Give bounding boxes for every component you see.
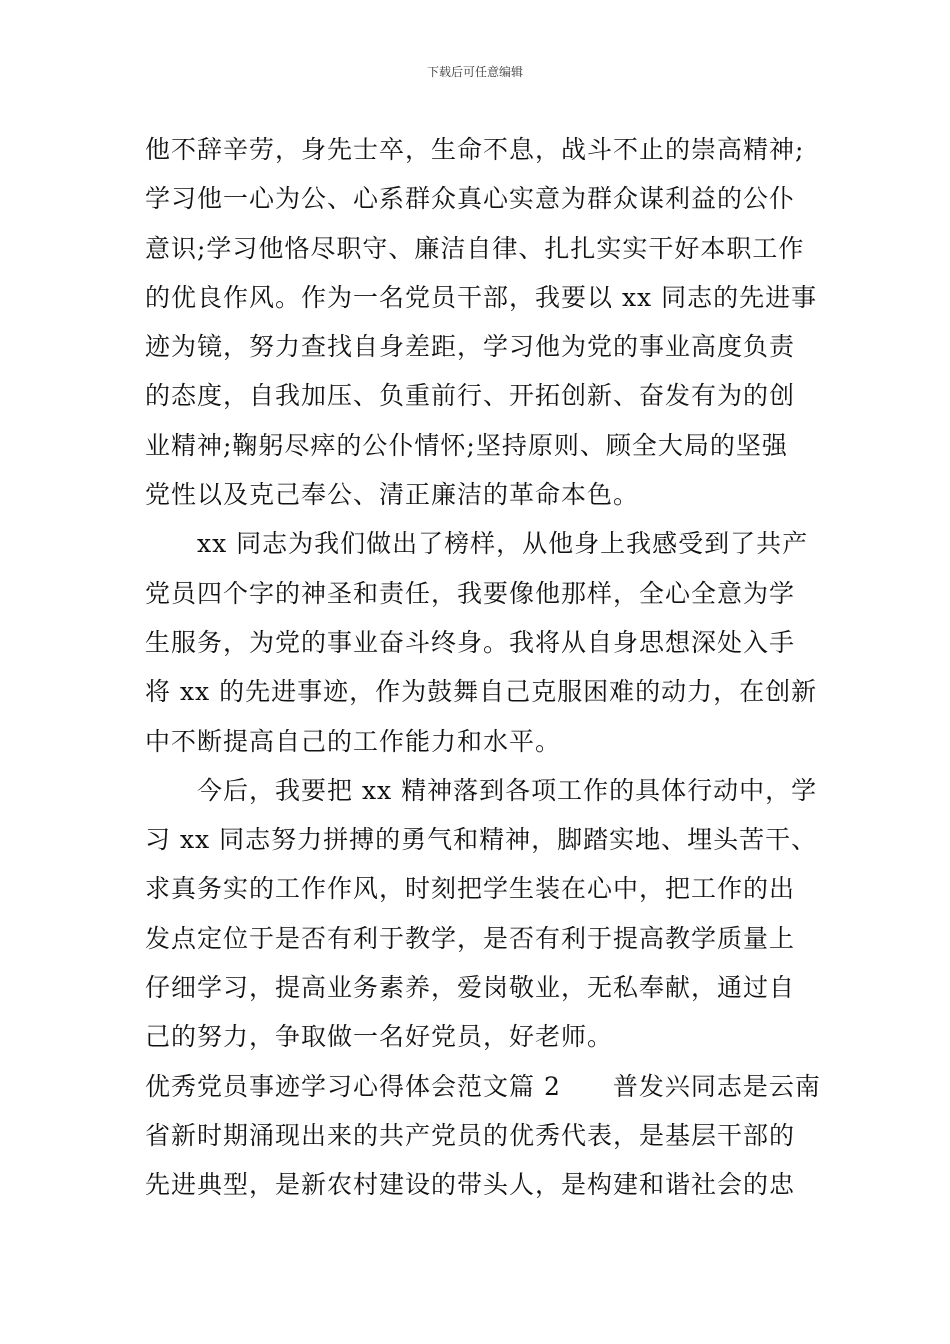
text-line: 他不辞辛劳，身先士卒，生命不息，战斗不止的崇高精神; bbox=[145, 135, 805, 164]
text-line: 发点定位于是否有利于教学，是否有利于提高教学质量上 bbox=[145, 923, 796, 953]
text-line: 中不断提高自己的工作能力和水平。 bbox=[145, 726, 562, 756]
text-line: 党性以及克己奉公、清正廉洁的革命本色。 bbox=[145, 480, 640, 510]
text-line: 己的努力，争取做一名好党员，好老师。 bbox=[145, 1022, 614, 1052]
text-line: 业精神;鞠躬尽瘁的公仆情怀;坚持原则、顾全大局的坚强 bbox=[145, 430, 788, 460]
paragraph-start-line: 今后，我要把 xx 精神落到各项工作的具体行动中，学 bbox=[197, 775, 818, 805]
text-line: 将 xx 的先进事迹，作为鼓舞自己克服困难的动力，在创新 bbox=[145, 677, 818, 707]
page-header: 下载后可任意编辑 bbox=[426, 65, 523, 79]
section-title-line: 优秀党员事迹学习心得体会范文篇 2 普发兴同志是云南 bbox=[145, 1071, 821, 1101]
text-line: 意识;学习他恪尽职守、廉洁自律、扎扎实实干好本职工作 bbox=[145, 233, 805, 263]
text-line: 习 xx 同志努力拼搏的勇气和精神，脚踏实地、埋头苦干、 bbox=[145, 825, 818, 855]
text-line: 学习他一心为公、心系群众真心实意为群众谋利益的公仆 bbox=[145, 184, 796, 214]
text-line: 的优良作风。作为一名党员干部，我要以 xx 同志的先进事 bbox=[145, 282, 818, 312]
text-line: 先进典型，是新农村建设的带头人，是构建和谐社会的忠 bbox=[145, 1170, 796, 1200]
text-line: 党员四个字的神圣和责任，我要像他那样，全心全意为学 bbox=[145, 578, 796, 608]
paragraph-start-line: xx 同志为我们做出了榜样，从他身上我感受到了共产 bbox=[197, 529, 809, 559]
text-line: 省新时期涌现出来的共产党员的优秀代表，是基层干部的 bbox=[145, 1120, 796, 1150]
document-body bbox=[145, 125, 821, 1210]
text-line: 求真务实的工作作风，时刻把学生装在心中，把工作的出 bbox=[145, 874, 796, 904]
text-line: 仔细学习，提高业务素养，爱岗敬业，无私奉献，通过自 bbox=[145, 973, 796, 1003]
text-line: 生服务，为党的事业奋斗终身。我将从自身思想深处入手 bbox=[145, 627, 796, 657]
text-line: 迹为镜，努力查找自身差距，学习他为党的事业高度负责 bbox=[145, 332, 796, 362]
text-line: 的态度，自我加压、负重前行、开拓创新、奋发有为的创 bbox=[145, 381, 796, 411]
